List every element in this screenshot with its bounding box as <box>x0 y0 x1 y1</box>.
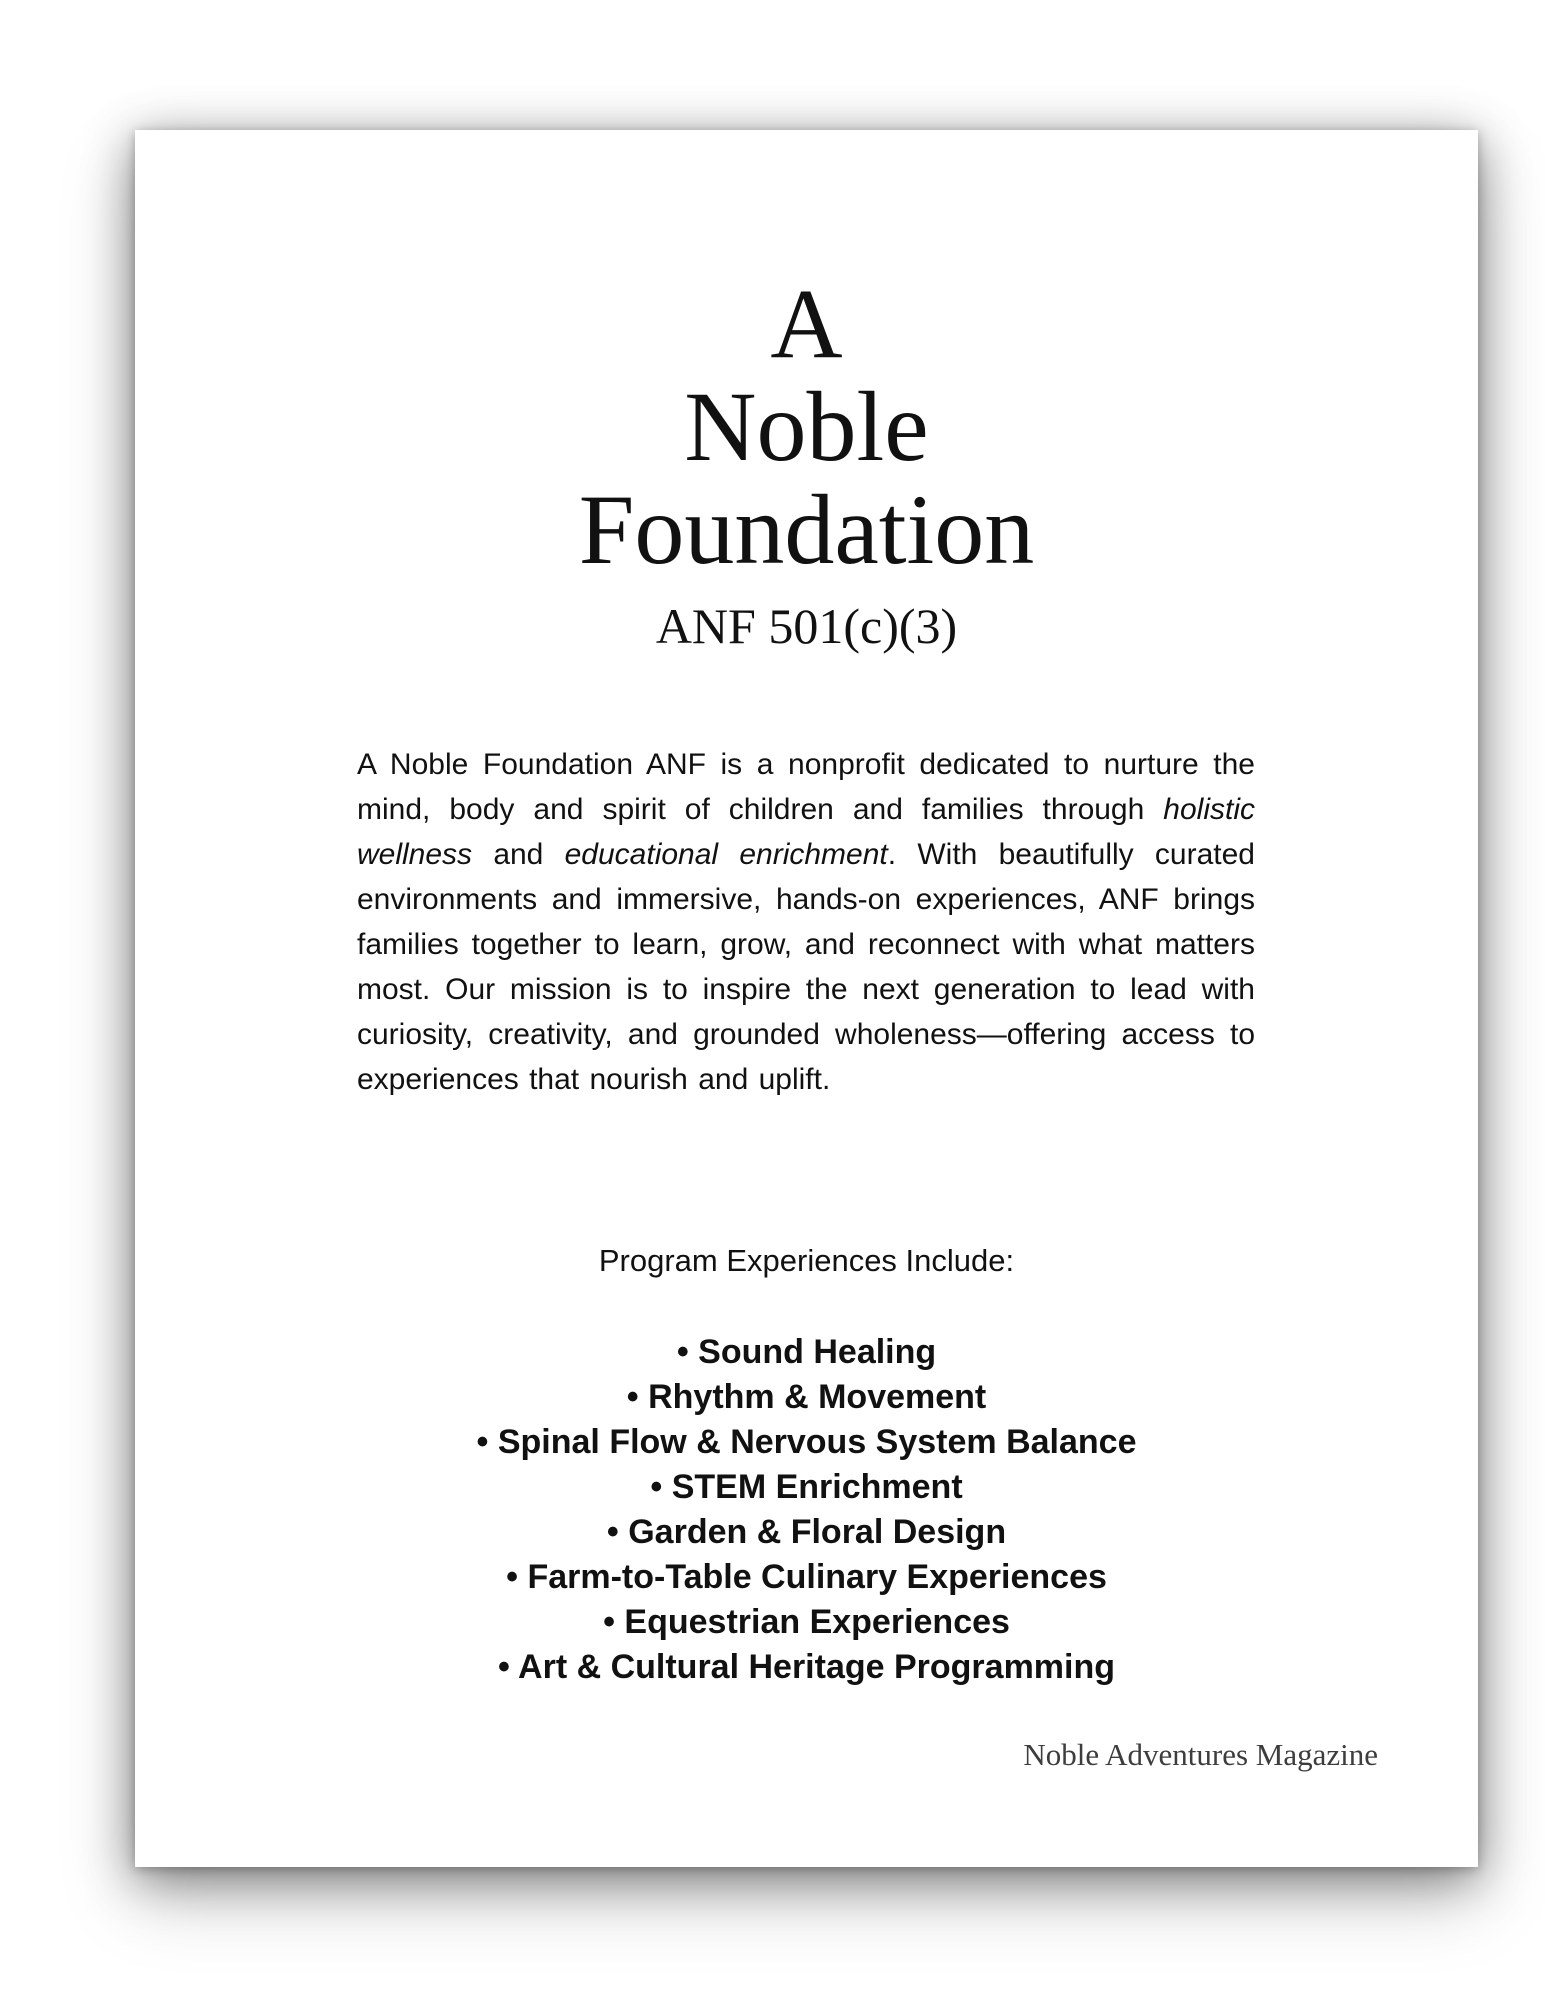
program-list <box>135 1330 1478 1690</box>
program-list-item: • Farm-to-Table Culinary Experiences <box>506 1558 1107 1596</box>
intro-italic-segment: holistic wellness <box>357 793 1255 871</box>
intro-paragraph <box>357 742 1255 1102</box>
intro-text-segment: and <box>472 838 565 871</box>
page-subtitle: ANF 501(c)(3) <box>655 598 958 654</box>
program-list-item: • Rhythm & Movement <box>626 1378 987 1416</box>
intro-text-segment: A Noble Foundation ANF is a nonprofit dedicated to nurture the mind, body and spirit of children and families through <box>357 748 1255 826</box>
program-list-item: • Sound Healing <box>676 1333 937 1371</box>
program-heading: Program Experiences Include: <box>598 1243 1015 1278</box>
program-list-item: • Art & Cultural Heritage Programming <box>497 1648 1116 1686</box>
magazine-page <box>135 130 1478 1867</box>
intro-italic-segment: educational enrichment <box>564 838 888 871</box>
program-list-item: • Spinal Flow & Nervous System Balance <box>476 1423 1137 1461</box>
intro-text-segment: . With beautifully curated environments and immersive, hands-on experiences, ANF brings families together to learn, grow, and reconnect with what matters most. Our mission is to inspire the next generation to lead with curiosity, creativity, and grounded wholeness—offering access to experiences that nourish and uplift. <box>357 838 1255 1096</box>
program-list-item: • STEM Enrichment <box>650 1468 963 1506</box>
page-title: A Noble Foundation <box>578 268 1035 585</box>
program-list-item: • Equestrian Experiences <box>603 1603 1010 1641</box>
program-list-item: • Garden & Floral Design <box>606 1513 1007 1551</box>
footer-credit: Noble Adventures Magazine <box>1023 1737 1378 1772</box>
